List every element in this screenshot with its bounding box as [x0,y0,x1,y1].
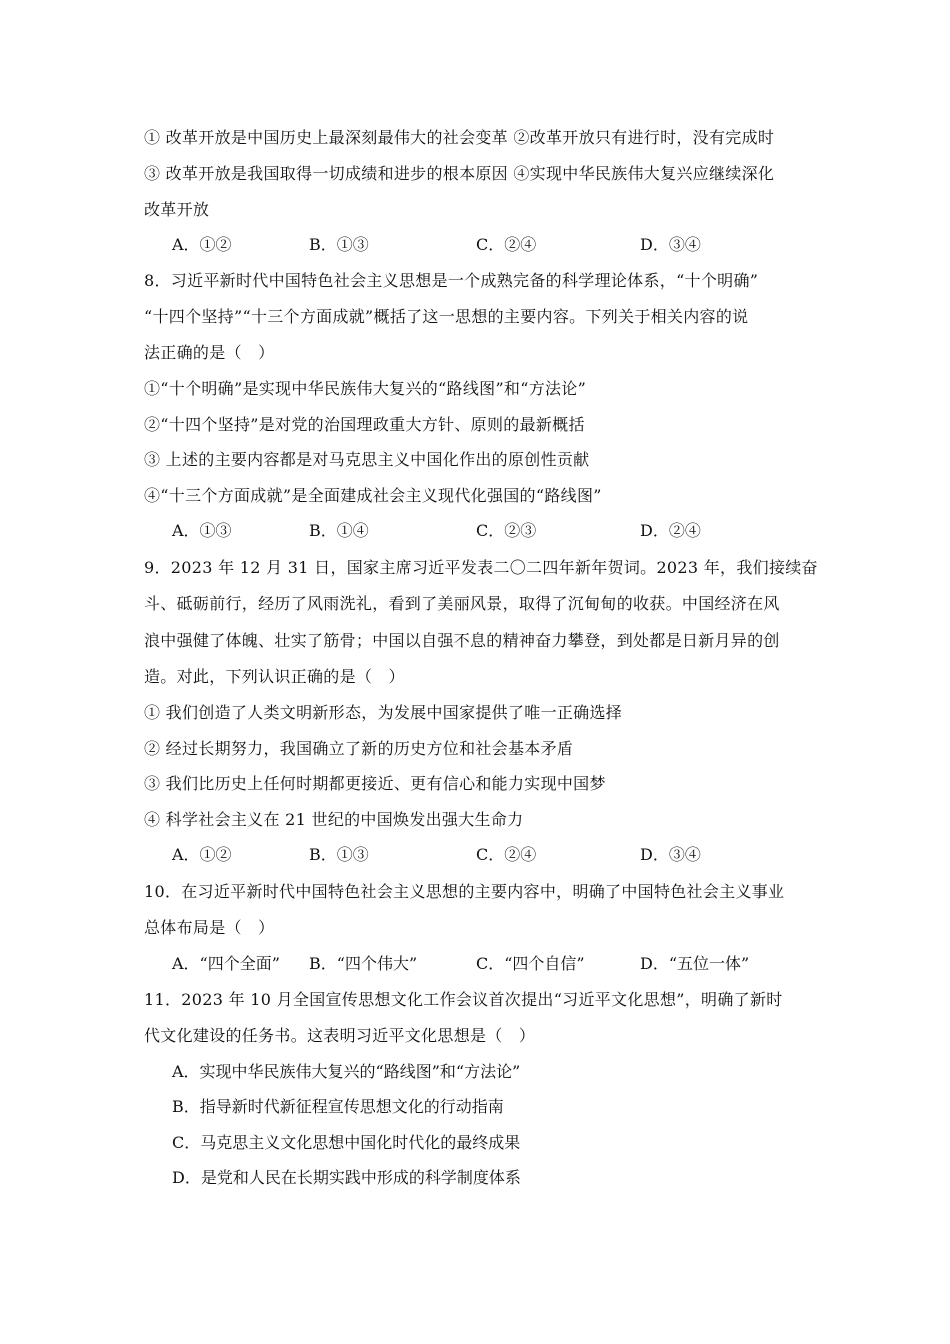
q8-statement-line: ④“十三个方面成就”是全面建成社会主义现代化强国的“路线图” [144,486,602,505]
q11-option-c: C．马克思主义文化思想中国化时代化的最终成果 [172,1133,521,1152]
q7-option-c: C．②④ [476,235,537,254]
q11-option-d: D．是党和人民在长期实践中形成的科学制度体系 [172,1168,521,1187]
q9-stem-line: 浪中强健了体魄、壮实了筋骨；中国以自强不息的精神奋力攀登，到处都是日新月异的创 [144,631,780,650]
q11-option-b: B．指导新时代新征程宣传思想文化的行动指南 [172,1097,504,1116]
q10-stem-line: 总体布局是（ ） [144,918,275,937]
q7-statement-line: 改革开放 [144,200,210,219]
q9-statement-line: ④ 科学社会主义在 21 世纪的中国焕发出强大生命力 [144,810,524,829]
q7-option-a: A．①② [172,235,232,254]
q8-stem-line: 法正确的是（ ） [144,343,275,362]
q8-option-c: C．②③ [476,521,537,540]
q11-stem-line: 代文化建设的任务书。这表明习近平文化思想是（ ） [144,1026,536,1045]
q10-option-d: D．“五位一体” [640,954,750,973]
q10-option-a: A．“四个全面” [172,954,280,973]
q8-statement-line: ①“十个明确”是实现中华民族伟大复兴的“路线图”和“方法论” [144,379,587,398]
q9-statement-line: ③ 我们比历史上任何时期都更接近、更有信心和能力实现中国梦 [144,774,606,793]
q7-statement-line: ③ 改革开放是我国取得一切成绩和进步的根本原因 ④实现中华民族伟大复兴应继续深化 [144,164,775,183]
q11-option-a: A．实现中华民族伟大复兴的“路线图”和“方法论” [172,1062,521,1081]
q9-stem-line: 斗、砥砺前行，经历了风雨洗礼，看到了美丽风景，取得了沉甸甸的收获。中国经济在风 [144,594,780,613]
q9-stem-line: 9．2023 年 12 月 31 日，国家主席习近平发表二〇二四年新年贺词。2023 年，我们接续奋 [144,558,818,577]
q8-option-d: D．②④ [640,521,701,540]
q10-option-b: B．“四个伟大” [309,954,418,973]
q9-option-b: B．①③ [309,845,369,864]
q8-option-a: A．①③ [172,521,232,540]
q9-option-c: C．②④ [476,845,537,864]
q9-stem-line: 造。对此，下列认识正确的是（ ） [144,667,405,686]
q8-statement-line: ③ 上述的主要内容都是对马克思主义中国化作出的原创性贡献 [144,450,590,469]
q9-option-a: A．①② [172,845,232,864]
q7-option-b: B．①③ [309,235,369,254]
q10-stem-line: 10．在习近平新时代中国特色社会主义思想的主要内容中，明确了中国特色社会主义事业 [144,882,785,901]
q10-option-c: C．“四个自信” [476,954,585,973]
q7-option-d: D．③④ [640,235,701,254]
q9-statement-line: ② 经过长期努力，我国确立了新的历史方位和社会基本矛盾 [144,739,574,758]
q11-stem-line: 11．2023 年 10 月全国宣传思想文化工作会议首次提出“习近平文化思想”，明确了新时 [144,990,783,1009]
q8-option-b: B．①④ [309,521,369,540]
q8-stem-line: “十四个坚持”“十三个方面成就”概括了这一思想的主要内容。下列关于相关内容的说 [144,307,749,326]
q8-statement-line: ②“十四个坚持”是对党的治国理政重大方针、原则的最新概括 [144,415,585,434]
q8-stem-line: 8．习近平新时代中国特色社会主义思想是一个成熟完备的科学理论体系，“十个明确” [144,271,759,290]
q9-option-d: D．③④ [640,845,701,864]
q7-statement-line: ① 改革开放是中国历史上最深刻最伟大的社会变革 ②改革开放只有进行时，没有完成时 [144,128,775,147]
q9-statement-line: ① 我们创造了人类文明新形态，为发展中国家提供了唯一正确选择 [144,703,623,722]
